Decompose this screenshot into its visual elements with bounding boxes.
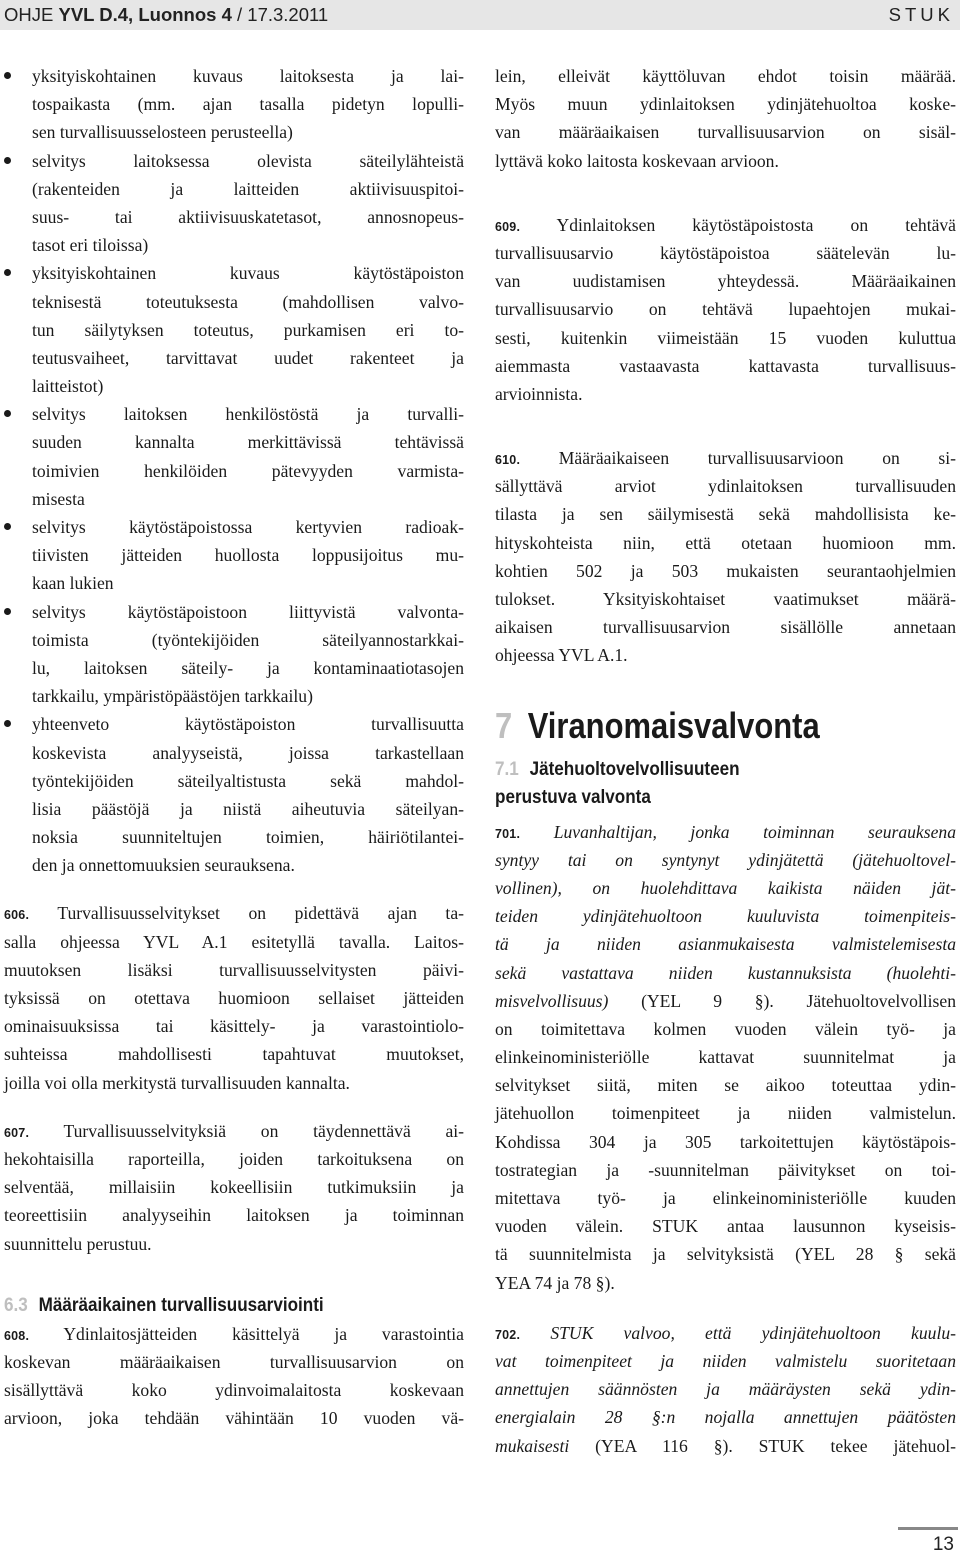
- section-heading-7-1: 7.1 Jätehuoltovelvollisuuteen: [495, 758, 740, 780]
- paragraph-number: 610.: [495, 453, 521, 468]
- bullet-line: koskevista analyyseistä, joissa tarkastellaan: [32, 742, 464, 763]
- bullet-item: [4, 400, 464, 513]
- bullet-line: lisia päästöjä ja niistä aiheutuvia säteilyan-: [32, 798, 464, 819]
- bullet-line: den ja onnettomuuksien seurauksena.: [32, 855, 295, 876]
- bullet-line: tun säilytyksen toteutus, purkamisen eri to-: [32, 319, 464, 340]
- paragraph-610: 610. Määräaikaiseen turvallisuusarvioon on si- sällyttävä arviot ydinlaitoksen turvallisuuden tilasta ja sen säilymisestä sekä mahdollisista ke- hityskohteista niin, että otetaan huomioon mm. kohtien 502 ja 503 mukaisten seurantaohjelmien tulokset. Yksityiskohtaiset vaatimukset määrä- aikaisen turvallisuusarvion sisällölle annetaan ohjeessa YVL A.1.: [495, 448, 956, 666]
- bullet-line: teutusvaiheet, tarvittavat uudet rakenteet ja: [32, 347, 464, 368]
- bullet-line: toimivien henkilöiden pätevyyden varmista-: [32, 460, 464, 481]
- paragraph-701: 701. Luvanhaltijan, jonka toiminnan seurauksena syntyy tai on syntynyt ydinjätettä (jätehuoltovel- vollinen), on huolehdittava kaikista näiden jät- teiden ydinjätehuoltoon kuuluvista toimenpiteis- tä ja niiden asianmukaisesta valmistelemisesta sekä vastattava niiden kustannuksista (huolehti- misvelvollisuus) (YEL 9 §). Jätehuoltovelvollisen on toimitettava kolmen vuoden välein työ- ja elinkeinoministeriölle kattavat suunnitelmat ja selvitykset siitä, miten se aikoo toteuttaa ydin- jätehuollon toimenpiteet ja niiden valmistelun. Kohdissa 304 ja 305 tarkoitettujen käytöstäpois- tostrategian ja -suunnitelman päivitykset on toi- mitettava työ- ja elinkeinoministeriölle kuuden vuoden välein. STUK antaa lausunnon kyseisis- tä suunnitelmista ja selvityksistä (YEL 28 § sekä YEA 74 ja 78 §).: [495, 821, 956, 1293]
- bullet-item: [4, 259, 464, 400]
- running-header: [0, 0, 960, 30]
- bullet-line: (rakenteiden ja laitteiden aktiivisuuspitoi-: [32, 178, 464, 199]
- paragraph-number: 608.: [4, 1328, 30, 1343]
- bullet-line: tasot eri tiloissa): [32, 235, 149, 256]
- org-name: STUK: [888, 4, 954, 25]
- bullet-line: tarkkailu, ympäristöpäästöjen tarkkailu): [32, 686, 313, 707]
- bullet-line: noksia suunniteltujen toimien, häiriötilantei-: [32, 827, 464, 848]
- bullet-item: [4, 62, 464, 147]
- footer-rule: [898, 1527, 958, 1530]
- bullet-line: teknisestä toteutuksesta (mahdollisen valvo-: [32, 291, 464, 312]
- continued-paragraph: lein, elleivät käyttöluvan ehdot toisin määrää. Myös muun ydinlaitoksen ydinjätehuoltoa koske- van määräaikaisen turvallisuusarvion on sisäl- lyttävä koko laitosta koskevaan arvioon.: [495, 66, 956, 171]
- left-column: [4, 62, 464, 1432]
- bullet-line: laitteistot): [32, 376, 104, 397]
- document-id: OHJE YVL D.4, Luonnos 4 / 17.3.2011: [4, 4, 329, 25]
- paragraph-number: 607.: [4, 1125, 30, 1140]
- paragraph-608: 608. Ydinlaitosjätteiden käsittelyä ja varastointia koskevan määräaikaisen turvallisuusarvion on sisällyttävä koko ydinvoimalaitosta koskevaan arvioon, joka tehdään vähintään 10 vuoden vä-: [4, 1323, 464, 1429]
- bullet-line: työntekijöiden säteilyaltistusta sekä mahdol-: [32, 770, 464, 791]
- bullet-item: [4, 513, 464, 598]
- bullet-line: suus- tai aktiivisuuskatetasot, annosnopeus-: [32, 206, 464, 227]
- section-heading-7-1-cont: perustuva valvonta: [495, 786, 651, 808]
- bullet-line: misesta: [32, 488, 85, 509]
- bullet-line: kaan lukien: [32, 573, 114, 594]
- bullet-line-first: selvitys käytöstäpoistossa kertyvien radioak-: [4, 513, 464, 541]
- right-column: [495, 62, 956, 1460]
- page-number: 13: [932, 1534, 954, 1555]
- paragraph-number: 609.: [495, 219, 521, 234]
- bullet-list: [4, 62, 464, 879]
- chapter-heading-7: 7 Viranomaisvalvonta: [495, 704, 820, 746]
- bullet-line-first: yhteenveto käytöstäpoiston turvallisuutta: [4, 710, 464, 738]
- bullet-line: toimista (työntekijöiden säteilyannostarkkai-: [32, 629, 464, 650]
- bullet-line: sen turvallisuusselosteen perusteella): [32, 122, 293, 143]
- paragraph-number: 701.: [495, 826, 521, 841]
- paragraph-607: 607. Turvallisuusselvityksiä on täydennettävä ai- hekohtaisilla raporteilla, joiden tarkoituksena on selventää, millaisiin kokeellisiin tutkimuksiin ja teoreettisiin analyyseihin laitoksen ja toiminnan suunnittelu perustuu.: [4, 1120, 464, 1254]
- bullet-line: tiivisten jätteiden huollosta loppusijoitus mu-: [32, 545, 464, 566]
- section-heading-6-3: 6.3 Määräaikainen turvallisuusarviointi: [4, 1294, 324, 1316]
- bullet-item: [4, 147, 464, 260]
- bullet-line: tospaikasta (mm. ajan tasalla pidetyn lopulli-: [32, 94, 464, 115]
- bullet-line-first: yksityiskohtainen kuvaus käytöstäpoiston: [4, 259, 464, 287]
- bullet-item: [4, 710, 464, 879]
- bullet-line-first: selvitys laitoksessa olevista säteilylähteistä: [4, 147, 464, 175]
- bullet-item: [4, 598, 464, 711]
- bullet-line: lu, laitoksen säteily- ja kontaminaatiotasojen: [32, 657, 464, 678]
- paragraph-702: 702. STUK valvoo, että ydinjätehuoltoon kuulu- vat toimenpiteet ja niiden valmistelu suoritetaan annettujen säännösten ja määräysten sekä ydin- energialain 28 §:n nojalla annettujen päätösten mukaisesti (YEA 116 §). STUK tekee jätehuol-: [495, 1322, 956, 1456]
- paragraph-number: 606.: [4, 908, 30, 923]
- bullet-line-first: selvitys käytöstäpoistoon liittyvistä valvonta-: [4, 598, 464, 626]
- bullet-line: suuden kannalta merkittävissä tehtävissä: [32, 432, 464, 453]
- paragraph-606: 606. Turvallisuusselvitykset on pidettävä ajan ta- salla ohjeessa YVL A.1 esitetyllä tavalla. Laitos- muutoksen lisäksi turvallisuusselvitysten päivi- tyksissä on otettava huomioon sellaiset jätteiden ominaisuuksissa tai käsittely- ja varastointiolo- suhteissa mahdollisesti tapahtuvat muutokset, joilla voi olla merkitystä turvallisuuden kannalta.: [4, 903, 464, 1093]
- bullet-line-first: yksityiskohtainen kuvaus laitoksesta ja lai-: [4, 62, 464, 90]
- paragraph-609: 609. Ydinlaitoksen käytöstäpoistosta on tehtävä turvallisuusarvio käytöstäpoistoa säätelevän lu- van uudistamisen yhteydessä. Määräaikainen turvallisuusarvio on tehtävä lupaehtojen mukai- sesti, kuitenkin viimeistään 15 vuoden kuluttua aiemmasta vastaavasta kattavasta turvallisuus- arvioinnista.: [495, 214, 956, 404]
- bullet-line-first: selvitys laitoksen henkilöstöstä ja turvalli-: [4, 400, 464, 428]
- paragraph-number: 702.: [495, 1327, 521, 1342]
